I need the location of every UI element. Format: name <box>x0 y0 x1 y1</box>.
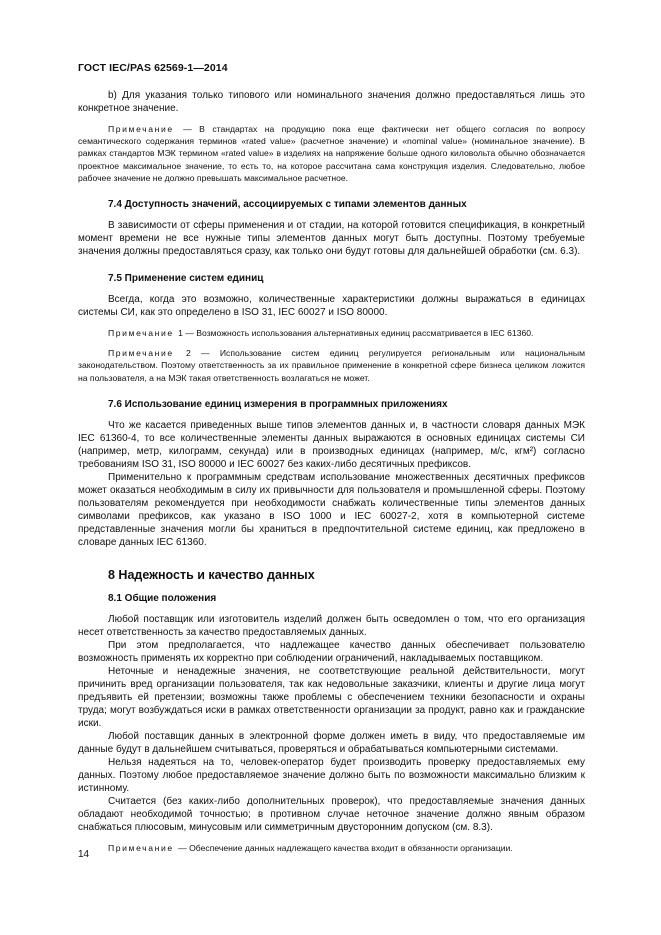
paragraph: При этом предполагается, что надлежащее качество данных обеспечивает пользователю возможность применять их корректно при соблюдении ограничений, накладываемых поставщиком. <box>78 639 585 664</box>
note-label: Примечание <box>108 328 174 339</box>
paragraph-b: b) Для указания только типового или номинального значения должно предоставляться лишь это конкретное значение. <box>78 90 585 114</box>
paragraph: Любой поставщик данных в электронной форме должен иметь в виду, что предоставляемые им данные будут в дальнейшем считываться, проверяться и обрабатываться компьютерными системами. <box>78 730 585 755</box>
note-label: Примечание <box>108 842 174 853</box>
note <box>78 123 585 184</box>
document-header: ГОСТ IEC/PAS 62569-1—2014 <box>78 62 228 74</box>
paragraph: Неточные и ненадежные значения, не соответствующие реальной действительности, могут причинить вред организации пользователя, так как недовольные заказчики, клиенты и другие лица могут предъявить ей претензии; возможны также проблемы с обеспечением техники безопасности и охраны труда; могут возбуждаться иски в рамках ответственности организации за продукт, равно как и гражданские иски. <box>78 665 585 729</box>
note <box>78 347 585 384</box>
note <box>78 327 585 339</box>
note-text: — В стандартах на продукцию пока еще фактически нет общего согласия по вопросу семантического содержания терминов «rated value» (расчетное значение) и «nominal value» (номинальное значение). В рамках стандартов МЭК термином «rated value» в изделиях на напряжение больше одного киловольта обычно обозначается проектное максимальное значение, то есть то, на которое рассчитана сама конструкция изделия. Следовательно, любое рабочее значение не должно превышать максимальное расчетное. <box>78 124 585 183</box>
note-text: 1 — Возможность использования альтернативных единиц рассматривается в IEC 61360. <box>175 328 534 339</box>
paragraph: Всегда, когда это возможно, количественные характеристики должны выражаться в единицах системы СИ, как это определено в ISO 31, IEC 60027 и ISO 80000. <box>78 294 585 319</box>
section-7-5-title: 7.5 Применение систем единиц <box>108 273 264 285</box>
section-7-6-title: 7.6 Использование единиц измерения в программных приложениях <box>108 398 448 410</box>
section-7-4-title: 7.4 Доступность значений, ассоциируемых с типами элементов данных <box>108 199 467 211</box>
note-label: Примечание <box>108 348 174 359</box>
note-text: — Обеспечение данных надлежащего качества входит в обязанности организации. <box>175 842 513 853</box>
section-8-title: 8 Надежность и качество данных <box>108 567 315 582</box>
section-8-1-title: 8.1 Общие положения <box>108 592 217 604</box>
page-content <box>78 89 585 862</box>
paragraph: В зависимости от сферы применения и от стадии, на которой готовится спецификация, в конкретный момент времени не все нужные типы элементов данных могут быть доступны. Поэтому требуемые значения должны предоставляться сразу, как только они будут готовы для дальнейшей обработки (см. 6.3). <box>78 220 585 258</box>
paragraph: Считается (без каких-либо дополнительных проверок), что предоставляемые значения данных обладают необходимой точностью; в противном случае неточное значение должно явным образом снабжаться плюсовым, минусовым или симметричным двусторонним допуском (см. 8.3). <box>78 795 585 833</box>
note-label: Примечание <box>108 124 174 134</box>
paragraph: Нельзя надеяться на то, человек-оператор будет производить проверку предоставляемых ему данных. Поэтому любое предоставляемое значение должно быть по возможности максимально близким к истинному. <box>78 756 585 794</box>
paragraph: Что же касается приведенных выше типов элементов данных и, в частности словаря данных МЭК IEC 61360-4, то все количественные элементы данных выражаются в основных единицах системы СИ (например, метр, килограмм, секунда) или в производных единицах (например, м/с, кгм²) согласно требованиям ISO 31, ISO 80000 и IEC 60027 без каких-либо десятичных префиксов. <box>78 419 585 470</box>
note-text: 2 — Использование систем единиц регулируется региональным или национальным законодательством. Поэтому ответственность за их правильное применение в конкретной сфере бизнеса целиком ложится на пользователя, а на МЭК такая ответственность возлагаться не может. <box>78 348 585 383</box>
note <box>78 842 585 854</box>
page-number: 14 <box>78 849 90 860</box>
paragraph: Любой поставщик или изготовитель изделий должен быть осведомлен о том, что его организация несет ответственность за качество предоставляемых данных. <box>78 613 585 638</box>
paragraph: Применительно к программным средствам использование множественных десятичных префиксов может оказаться необходимым в силу их привычности для пользователя и промышленной сферы. Поэтому пользователям рекомендуется при необходимости снабжать количественные типы элементов данных символами префиксов, как указано в ISO 1000 и IEC 60027-2, хотя в компьютерной системе представленные значения могли бы храниться в предпочтительной системе единиц, как предложено в словаре данных IEC 61360. <box>78 471 585 548</box>
